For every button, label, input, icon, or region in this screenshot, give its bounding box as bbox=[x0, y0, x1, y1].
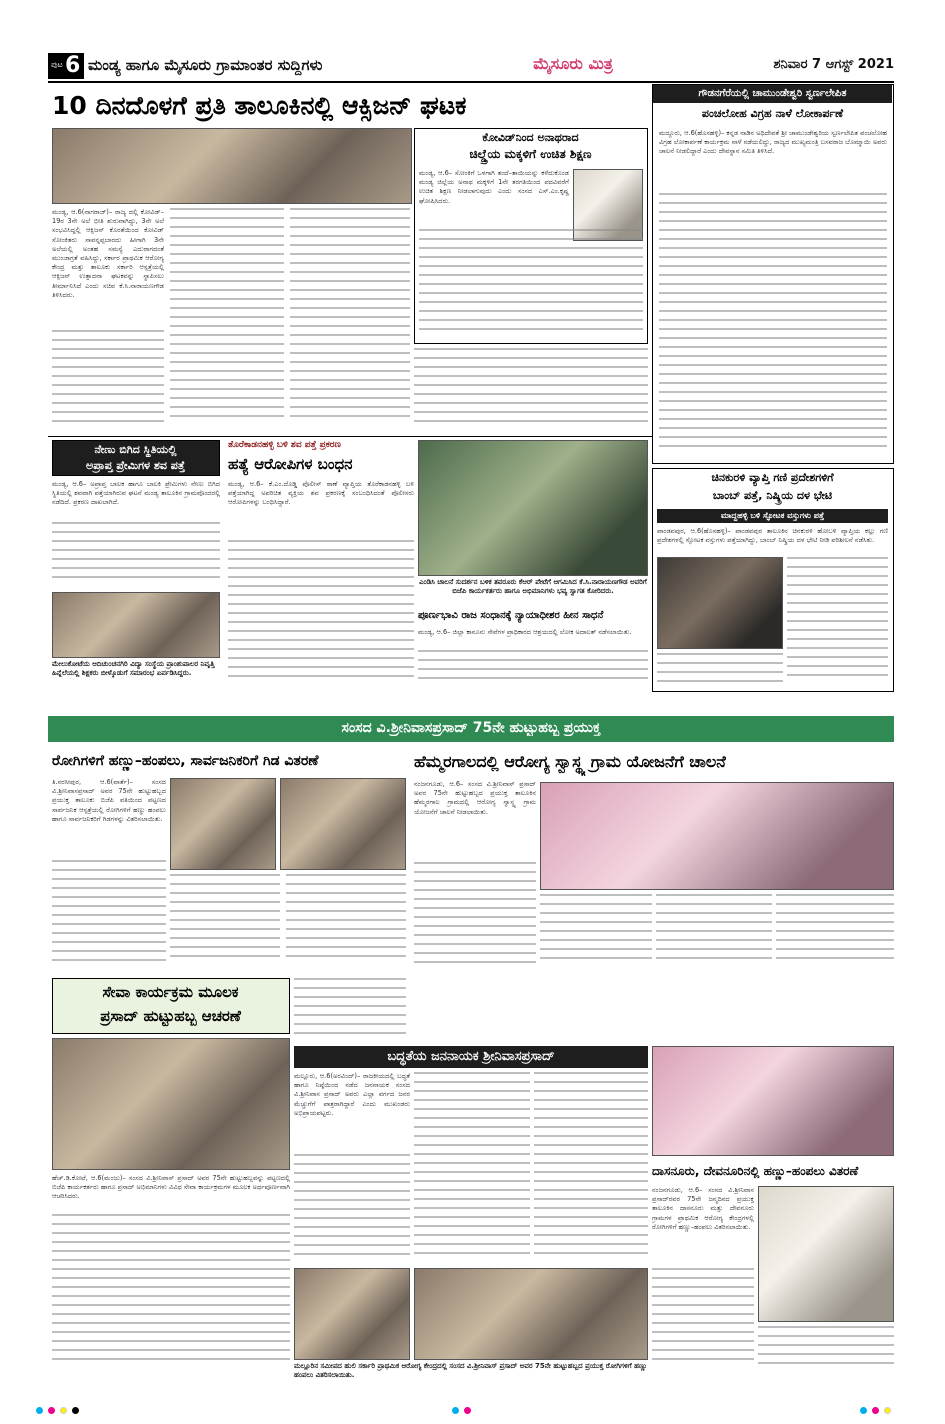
purnabhavi-copy bbox=[418, 650, 648, 690]
chinakurali-headline-1: ಚಿನಕುರಳಿ ವ್ಯಾಪ್ತಿ ಗಣಿ ಪ್ರದೇಶಗಳಿಗೆ bbox=[711, 471, 834, 484]
chinakurali-headline-2: ಬಾಂಬ್ ಪತ್ತೆ, ನಿಷ್ಕ್ರಿಯ ದಳ ಭೇಟಿ bbox=[712, 489, 833, 502]
baddhate-caption: ಮಲ್ಲೂರಿನ ಸಮೀಪದ ಹುಲಿ ಸರ್ಕಾರಿ ಪ್ರಾಥಮಿಕ ಆರೋಗ್ಯ ಕೇಂದ್ರದಲ್ಲಿ ಸಂಸದ ವಿ.ಶ್ರೀನಿವಾಸ್ ಪ್ರಸಾದ್ ಅವರ 75ನೇ ಹುಟ್ಟುಹಬ್ಬದ ಪ್ರಯುಕ್ತ ರೋಗಿಗಳಿಗೆ ಹಣ್ಣು ಹಂಪಲು ವಿತರಿಸಲಾಯಿತು. bbox=[294, 1362, 648, 1379]
hemmaragala-copy-4 bbox=[776, 894, 894, 976]
fruits-copy-2 bbox=[170, 874, 280, 970]
hemmaragala-text: ನಂಜನಗೂಡು, ಆ.6– ಸಂಸದ ವಿ.ಶ್ರೀನಿವಾಸ್ ಪ್ರಸಾದ್ ಅವರ 75ನೇ ಹುಟ್ಟುಹಬ್ಬದ ಪ್ರಯುಕ್ತ ತಾಲೂಕಿನ ಹೆಮ್ಮರಗಾಲ ಗ್ರಾಮದಲ್ಲಿ ಆರೋಗ್ಯ ಸ್ವಾಸ್ಥ್ಯ ಗ್ರಾಮ ಯೋಜನೆಗೆ ಚಾಲನೆ ನೀಡಲಾಯಿತು. bbox=[414, 780, 536, 816]
fruits-text: ತಿ.ನರಸೀಪುರ, ಆ.6(ವಾರ್ತೆ)– ಸಂಸದ ವಿ.ಶ್ರೀನಿವಾಸಪ್ರಸಾದ್ ಅವರ 75ನೇ ಹುಟ್ಟುಹಬ್ಬದ ಪ್ರಯುಕ್ತ ತಾಲೂಕು ಬಿಜೆಪಿ ವತಿಯಿಂದ ಪಟ್ಟಣದ ಸಾರ್ವಜನಿಕ ಆಸ್ಪತ್ರೆಯಲ್ಲಿ ರೋಗಿಗಳಿಗೆ ಹಣ್ಣು ಹಂಪಲು ಹಾಗೂ ಸಾರ್ವಜನಿಕರಿಗೆ ಗಿಡಗಳನ್ನು ವಿತರಿಸಲಾಯಿತು. bbox=[52, 778, 166, 823]
paper-name: ಮೈಸೂರು ಮಿತ್ರ bbox=[533, 54, 613, 73]
hemmaragala-copy-2 bbox=[540, 894, 652, 976]
baddhate-photo-1 bbox=[294, 1268, 410, 1360]
chinakurali-box bbox=[652, 468, 894, 692]
baddhate-copy-1 bbox=[294, 1154, 410, 1264]
goudanahalli-headline-1: ಗೌಡನಗೆರೆಯಲ್ಲಿ ಚಾಮುಂಡೇಶ್ವರಿ ಸ್ವರ್ಣಲೇಪಿತ bbox=[653, 85, 892, 103]
bomb-squad-photo bbox=[657, 557, 783, 649]
registration-mark-cyan-mid bbox=[452, 1407, 459, 1414]
procession-photo bbox=[418, 440, 648, 576]
dasanuru-photo bbox=[758, 1186, 894, 1322]
registration-mark-yellow bbox=[60, 1407, 67, 1414]
fruits-copy-3 bbox=[286, 874, 406, 970]
seva-headline-1: ಸೇವಾ ಕಾರ್ಯಕ್ರಮ ಮೂಲಕ bbox=[102, 983, 239, 1001]
murder-text: ಮಂಡ್ಯ, ಆ.6– ಕೆ.ಎಂ.ದೊಡ್ಡಿ ಪೊಲೀಸ್ ಠಾಣೆ ವ್ಯಾಪ್ತಿಯ ತೊರೆಕಾಡನಹಳ್ಳಿ ಬಳಿ ಪತ್ತೆಯಾಗಿದ್ದ ಅಪರಿಚಿತ ವ್ಯಕ್ತಿಯ ಶವ ಪ್ರಕರಣಕ್ಕೆ ಸಂಬಂಧಿಸಿದಂತೆ ಪೊಲೀಸರು ಆರೋಪಿಗಳನ್ನು ಬಂಧಿಸಿದ್ದಾರೆ. bbox=[228, 480, 414, 507]
chinakurali-copy-2 bbox=[657, 653, 783, 687]
fruits-photo-1 bbox=[170, 778, 276, 870]
masthead bbox=[48, 51, 894, 81]
issue-date: ಶನಿವಾರ 7 ಆಗಸ್ಟ್ 2021 bbox=[773, 57, 894, 72]
nenu-copy bbox=[52, 522, 220, 588]
chinakurali-sub: ಮಾದ್ದಹಳ್ಳಿ ಬಳಿ ಸ್ಫೋಟಕ ವಸ್ತುಗಳು ಪತ್ತೆ bbox=[657, 509, 888, 523]
page-label-box bbox=[48, 53, 84, 79]
kovid-headline-1: ಕೋವಿಡ್‌ನಿಂದ ಅನಾಥರಾದ bbox=[482, 131, 579, 144]
baddhate-text: ಮಲ್ಲೂರು, ಆ.6(ಅರವಿಂದ್)– ರಾಜಕೀಯದಲ್ಲಿ ಬದ್ಧತೆ ಹಾಗೂ ನಿಷ್ಠೆಯಿಂದ ನಡೆದ ಜನನಾಯಕ ಸಂಸದ ವಿ.ಶ್ರೀನಿವಾಸ ಪ್ರಸಾದ್ ಅವರು ಎಲ್ಲಾ ವರ್ಗದ ಜನರ ಮೆಚ್ಚುಗೆಗೆ ಪಾತ್ರರಾಗಿದ್ದಾರೆ ಎಂದು ಮುಖಂಡರು ಅಭಿಪ್ರಾಯಪಟ್ಟರು. bbox=[294, 1072, 410, 1117]
hemmaragala-photo bbox=[540, 782, 894, 890]
lead-copy-col2 bbox=[170, 208, 284, 430]
goudanahalli-headline-2: ಪಂಚಲೋಹ ವಿಗ್ರಹ ನಾಳೆ ಲೋಕಾರ್ಪಣೆ bbox=[701, 107, 844, 120]
chinakurali-text: ಪಾಂಡವಪುರ, ಆ.6(ಹೊಸಹಳ್ಳಿ)– ಪಾಂಡವಪುರ ತಾಲೂಕಿನ ಚಿನಕುರಳಿ ಹೋಬಳಿ ವ್ಯಾಪ್ತಿಯ ಕಲ್ಲು ಗಣಿ ಪ್ರದೇಶಗಳಲ್ಲಿ ಸ್ಫೋಟಕ ವಸ್ತುಗಳು ಪತ್ತೆಯಾಗಿದ್ದು, ಬಾಂಬ್ ನಿಷ್ಕ್ರಿಯ ದಳ ಭೇಟಿ ನೀಡಿ ಪರಿಶೀಲನೆ ನಡೆಸಿತು. bbox=[657, 527, 888, 545]
farewell-caption: ಮೇಲುಕೋಟೆಯ ಆದಿಚುಂಚನಗಿರಿ ವಿದ್ಯಾ ಸಂಸ್ಥೆಯ ಪ್ರಾಂಶುಪಾಲರ ನಿವೃತ್ತಿ ಹಿನ್ನೆಲೆಯಲ್ಲಿ ಶಿಕ್ಷಕರು ಬೀಳ್ಕೊಡುಗೆ ಸಮಾರಂಭ ಏರ್ಪಡಿಸಿದ್ದರು. bbox=[52, 660, 215, 677]
dasanuru-copy-1 bbox=[652, 1268, 754, 1374]
registration-mark-cyan bbox=[36, 1407, 43, 1414]
registration-mark-cyan-right bbox=[860, 1407, 867, 1414]
hemmaragala-copy-1 bbox=[414, 862, 536, 976]
section-title: ಮಂಡ್ಯ ಹಾಗೂ ಮೈಸೂರು ಗ್ರಾಮಾಂತರ ಸುದ್ದಿಗಳು bbox=[88, 56, 323, 74]
page-number: 6 bbox=[65, 53, 81, 78]
dasanuru-copy-2 bbox=[758, 1326, 894, 1374]
birthday-banner-text: ಸಂಸದ ವಿ.ಶ್ರೀನಿವಾಸಪ್ರಸಾದ್ 75ನೇ ಹುಟ್ಟುಹಬ್ಬ ಪ್ರಯುಕ್ತ bbox=[341, 720, 601, 736]
registration-mark-magenta bbox=[48, 1407, 55, 1414]
purnabhavi-headline: ಪೂರ್ಣಭಾವಿ ರಾಜ ಸಂಧಾನಕ್ಕೆ ನ್ಯಾಯಾಧೀಶರ ಹೀನ ಸಾಧನೆ bbox=[418, 610, 604, 621]
seva-headline-box bbox=[52, 978, 290, 1034]
fruits-headline: ರೋಗಿಗಳಿಗೆ ಹಣ್ಣು–ಹಂಪಲು, ಸಾರ್ವಜನಿಕರಿಗೆ ಗಿಡ ವಿತರಣೆ bbox=[52, 753, 319, 769]
kovid-copy bbox=[419, 229, 643, 339]
nenu-text: ಮಂಡ್ಯ, ಆ.6– ಅಪ್ರಾಪ್ತ ಬಾಲಕ ಹಾಗೂ ಬಾಲಕಿ ಪ್ರೇಮಿಗಳು ನೇಣು ಬಿಗಿದ ಸ್ಥಿತಿಯಲ್ಲಿ ಶವವಾಗಿ ಪತ್ತೆಯಾಗಿರುವ ಘಟನೆ ಮಂಡ್ಯ ತಾಲೂಕಿನ ಗ್ರಾಮವೊಂದರಲ್ಲಿ ನಡೆದಿದೆ. ಪ್ರಕರಣ ದಾಖಲಾಗಿದೆ. bbox=[52, 480, 220, 507]
dasanuru-headline: ದಾಸನೂರು, ದೇವನೂರಿನಲ್ಲಿ ಹಣ್ಣು–ಹಂಪಲು ವಿತರಣೆ bbox=[652, 1164, 859, 1178]
seva-photo bbox=[52, 1038, 290, 1170]
procession-caption: ಎಂಡಿಸಿ ಚಾಲನೆ ಸುದರ್ಶನ ಬಳಿಕ ತವರೂರು ಕೆಆರ್ ಪೇಟೆಗೆ ಆಗಮಿಸಿದ ಕೆ.ಸಿ.ನಾರಾಯಣಗೌಡ ಅವರಿಗೆ ಬಿಜೆಪಿ ಕಾರ್ಯಕರ್ತರು ಹಾಗೂ ಅಭಿಮಾನಿಗಳು ಭವ್ಯ ಸ್ವಾಗತ ಕೋರಿದರು. bbox=[419, 578, 647, 595]
purnabhavi-text: ಮಂಡ್ಯ, ಆ.6– ಜಿಲ್ಲಾ ಕಾನೂನು ಸೇವೆಗಳ ಪ್ರಾಧಿಕಾರದ ಆಶ್ರಯದಲ್ಲಿ ಲೋಕ ಅದಾಲತ್ ನಡೆಸಲಾಯಿತು. bbox=[418, 628, 632, 636]
fruits-photo-2 bbox=[280, 778, 406, 870]
seva-copy bbox=[52, 1214, 290, 1374]
seva-text: ಹೆಚ್.ಡಿ.ಕೋಟೆ, ಆ.6(ಮಂಜು)– ಸಂಸದ ವಿ.ಶ್ರೀನಿವಾಸ್ ಪ್ರಸಾದ್ ಅವರ 75ನೇ ಹುಟ್ಟುಹಬ್ಬವನ್ನು ಪಟ್ಟಣದಲ್ಲಿ ಬಿಜೆಪಿ ಕಾರ್ಯಕರ್ತರು ಹಾಗೂ ಪ್ರಸಾದ್ ಅಭಿಮಾನಿಗಳು ವಿವಿಧ ಸೇವಾ ಕಾರ್ಯಕ್ರಮಗಳ ಮೂಲಕ ಅರ್ಥಪೂರ್ಣವಾಗಿ ಆಚರಿಸಿದರು. bbox=[52, 1174, 290, 1201]
registration-mark-magenta-right bbox=[872, 1407, 879, 1414]
baddhate-photo-2 bbox=[414, 1268, 648, 1360]
dasanuru-text: ನಂಜನಗೂಡು, ಆ.6– ಸಂಸದ ವಿ.ಶ್ರೀನಿವಾಸ ಪ್ರಸಾದ್‌ರವರ 75ನೇ ಜನ್ಮದಿನದ ಪ್ರಯುಕ್ತ ತಾಲೂಕಿನ ದಾಸನೂರು ಮತ್ತು ದೇವನೂರು ಗ್ರಾಮಗಳ ಪ್ರಾಥಮಿಕ ಆರೋಗ್ಯ ಕೇಂದ್ರಗಳಲ್ಲಿ ರೋಗಿಗಳಿಗೆ ಹಣ್ಣು–ಹಂಪಲು ವಿತರಿಸಲಾಯಿತು. bbox=[652, 1186, 754, 1231]
registration-mark-black bbox=[72, 1407, 79, 1414]
seva-headline-2: ಪ್ರಸಾದ್ ಹುಟ್ಟುಹಬ್ಬ ಆಚರಣೆ bbox=[100, 1007, 241, 1025]
registration-mark-magenta-mid bbox=[464, 1407, 471, 1414]
page-label: ಪುಟ bbox=[51, 60, 63, 69]
hemmaragala-copy-3 bbox=[656, 894, 772, 976]
farewell-photo bbox=[52, 592, 220, 658]
nenu-headline-1: ನೇಣು ಬಿಗಿದ ಸ್ಥಿತಿಯಲ್ಲಿ bbox=[94, 443, 177, 456]
lead-bottom-rule bbox=[48, 436, 652, 437]
goudanahalli-text: ಮದ್ದೂರು, ಆ.6(ಹೊಸಹಳ್ಳಿ)– ಕನ್ನಡ ನಾಡಿನ ಅಧಿದೇವತೆ ಶ್ರೀ ಚಾಮುಂಡೇಶ್ವರಿಯ ಸ್ವರ್ಣಲೇಪಿತ ಪಂಚಲೋಹ ವಿಗ್ರಹ ಲೋಕಾರ್ಪಣೆ ಕಾರ್ಯಕ್ರಮ ನಾಳೆ ನಡೆಯಲಿದ್ದು, ರಾಜ್ಯದ ಮುಖ್ಯಮಂತ್ರಿ ಬಸವರಾಜ ಬೊಮ್ಮಾಯಿ ಅವರು ಚಾಲನೆ ನೀಡಲಿದ್ದಾರೆ ಎಂದು ದೇವಸ್ಥಾನ ಸಮಿತಿ ತಿಳಿಸಿದೆ. bbox=[659, 129, 887, 156]
lead-photo bbox=[52, 128, 412, 204]
kovid-text: ಮಂಡ್ಯ, ಆ.6– ಸೋಂಕಿಗೆ ಒಳಗಾಗಿ ತಂದೆ–ತಾಯಿಯನ್ನು ಕಳೆದುಕೊಂಡ ಮಂಡ್ಯ ಜಿಲ್ಲೆಯ ಅನಾಥ ಮಕ್ಕಳಿಗೆ 1ನೇ ತರಗತಿಯಿಂದ ಪದವಿವರೆಗೆ ಉಚಿತ ಶಿಕ್ಷಣ ನೀಡಲಾಗುವುದು ಎಂದು ಸಂಸದ ಎಸ್.ಎಂ.ಕೃಷ್ಣ ಘೋಷಿಸಿದರು. bbox=[419, 169, 569, 205]
goudanahalli-box bbox=[652, 84, 894, 464]
fruits-copy-1 bbox=[52, 860, 166, 970]
baddhate-headline: ಬದ್ಧತೆಯ ಜನನಾಯಕ ಶ್ರೀನಿವಾಸಪ್ರಸಾದ್ bbox=[294, 1046, 648, 1068]
lead-text: ಮಂಡ್ಯ, ಆ.6(ನಾಗರಾಜ್)– ರಾಜ್ಯ ದಲ್ಲಿ ಕೋವಿಡ್–19ರ 3ನೇ ಅಲೆ ಭೀತಿ ಶುರುವಾಗಿದ್ದು, 3ನೇ ಅಲೆ ಸಂಭವಿಸಿದ್ದಲ್ಲಿ ಆಕ್ಸಿಜನ್ ಕೊರತೆಯಿಂದ ಕೋವಿಡ್ ಸೋಂಕಿತರು ಸಾವನ್ನಪ್ಪಬಾರದು ಹೀಗಾಗಿ 3ನೇ ಅಲೆಯಲ್ಲಿ ಅಂತಹ ಸಮಸ್ಯೆ ಎದುರಾಗದಂತೆ ಮುಂಜಾಗ್ರತೆ ವಹಿಸಿದ್ದು, ಸರ್ಕಾರ ಪ್ರಾಥಮಿಕ ಆರೋಗ್ಯ ಕೇಂದ್ರ ಮತ್ತು ತಾಲೂಕು ಸರ್ಕಾರಿ ಆಸ್ಪತ್ರೆಯಲ್ಲಿ ಆಕ್ಸಿಜನ್ ಉತ್ಪಾದನಾ ಘಟಕವನ್ನು ಸ್ಥಾಪಿಸಲು ತೀರ್ಮಾನಿಸಿದೆ ಎಂದು ಸಚಿವ ಕೆ.ಸಿ.ನಾರಾಯಣಗೌಡ ತಿಳಿಸಿದರು. bbox=[52, 208, 164, 299]
baddhate-copy-2 bbox=[414, 1072, 530, 1264]
baddhate-copy-3 bbox=[534, 1072, 648, 1264]
birthday-banner bbox=[48, 716, 894, 742]
nenu-headline-box bbox=[52, 440, 220, 476]
lead-copy-col4 bbox=[414, 348, 648, 432]
kovid-orphans-box bbox=[414, 128, 648, 344]
goudanahalli-copy bbox=[659, 193, 887, 459]
murder-copy bbox=[228, 540, 414, 690]
lead-copy-col1 bbox=[52, 330, 164, 430]
chinakurali-copy bbox=[787, 557, 888, 687]
murder-headline: ಹತ್ಯೆ ಆರೋಪಿಗಳ ಬಂಧನ bbox=[228, 455, 353, 473]
lead-copy-col3 bbox=[290, 208, 410, 430]
middle-copy-1 bbox=[294, 978, 406, 1042]
hemmaragala-headline: ಹೆಮ್ಮರಗಾಲದಲ್ಲಿ ಆರೋಗ್ಯ ಸ್ವಾಸ್ಥ್ಯ ಗ್ರಾಮ ಯೋಜನೆಗೆ ಚಾಲನೆ bbox=[414, 752, 726, 771]
distribution-photo bbox=[652, 1046, 894, 1156]
lead-headline: 10 ದಿನದೊಳಗೆ ಪ್ರತಿ ತಾಲೂಕಿನಲ್ಲಿ ಆಕ್ಸಿಜನ್ ಘಟಕ bbox=[52, 91, 467, 120]
kovid-headline-2: ಚಿಲ್ಡ್ರೆಯ ಮಕ್ಕಳಿಗೆ ಉಚಿತ ಶಿಕ್ಷಣ bbox=[469, 147, 592, 161]
nenu-headline-2: ಅಪ್ರಾಪ್ತ ಪ್ರೇಮಿಗಳ ಶವ ಪತ್ತೆ bbox=[85, 459, 186, 472]
registration-mark-yellow-right bbox=[884, 1407, 891, 1414]
masthead-rule bbox=[48, 81, 894, 83]
murder-kicker: ತೊರೆಕಾಡನಹಳ್ಳಿ ಬಳಿ ಶವ ಪತ್ತೆ ಪ್ರಕರಣ bbox=[228, 440, 341, 450]
